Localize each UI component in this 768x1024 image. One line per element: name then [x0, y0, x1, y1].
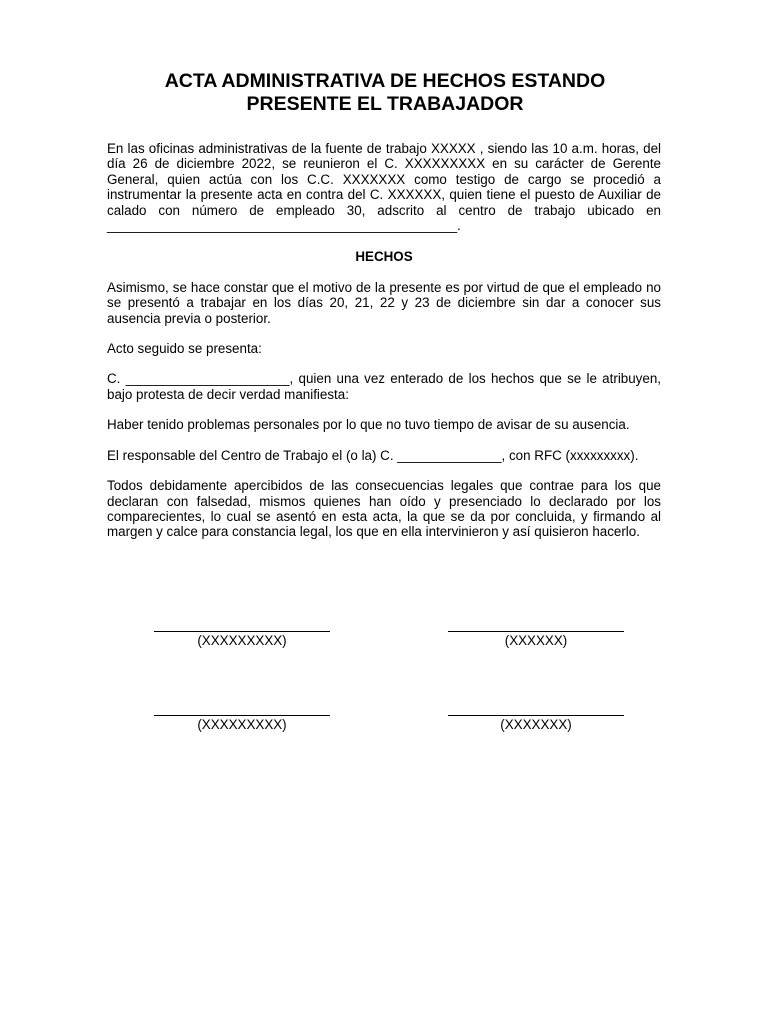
paragraph-todos: Todos debidamente apercibidos de las consecuencias legales que contrae para los que declaran con falsedad, mismos quienes han oído y presenciado lo declarado por los comparecientes, lo cual se asentó en esta acta, la que se da por concluida, y firmando al margen y calce para constancia legal, los que en ella intervinieron y así quisieron hacerlo.	[107, 478, 661, 540]
signature-name: (XXXXXX)	[504, 633, 568, 648]
signature-name: (XXXXXXXXX)	[197, 717, 287, 732]
paragraph-haber-tenido: Haber tenido problemas personales por lo que no tuvo tiempo de avisar de su ausencia.	[107, 417, 630, 433]
signature-line	[448, 631, 624, 632]
signature-name: (XXXXXXX)	[500, 717, 572, 732]
signature-block-3	[153, 715, 331, 732]
intro-address-blank: _______________________________________________.	[107, 218, 461, 234]
paragraph-acto-seguido: Acto seguido se presenta:	[107, 341, 262, 357]
signature-line	[448, 715, 624, 716]
title-line-2: PRESENTE EL TRABAJADOR	[246, 93, 524, 115]
signature-block-4	[447, 715, 625, 732]
title-line-1: ACTA ADMINISTRATIVA DE HECHOS ESTANDO	[164, 70, 606, 92]
paragraph-responsable: El responsable del Centro de Trabajo el (o la) C. ______________, con RFC (xxxxxxxxx).	[107, 447, 639, 463]
paragraph-asimismo: Asimismo, se hace constar que el motivo de la presente es por virtud de que el empleado no se presentó a trabajar en los días 20, 21, 22 y 23 de diciembre sin dar a conocer sus ausencia previa o posterior.	[107, 279, 661, 326]
paragraph-c-declarante: C. ______________________, quien una vez enterado de los hechos que se le atribuyen, bajo protesta de decir verdad manifiesta:	[107, 371, 661, 402]
signature-name: (XXXXXXXXX)	[197, 633, 287, 648]
signature-line	[154, 715, 330, 716]
section-heading-hechos: HECHOS	[355, 249, 413, 265]
signature-line	[154, 631, 330, 632]
signature-block-1	[153, 631, 331, 648]
intro-paragraph: En las oficinas administrativas de la fuente de trabajo XXXXX , siendo las 10 a.m. horas, del día 26 de diciembre 2022, se reunieron el C. XXXXXXXXX en su carácter de Gerente General, quien actúa con los C.C. XXXXXXX como testigo de cargo se procedió a instrumentar la presente acta en contra del C. XXXXXX, quien tiene el puesto de Auxiliar de calado con número de empleado 30, adscrito al centro de trabajo ubicado en	[107, 141, 661, 218]
signature-block-2	[447, 631, 625, 648]
